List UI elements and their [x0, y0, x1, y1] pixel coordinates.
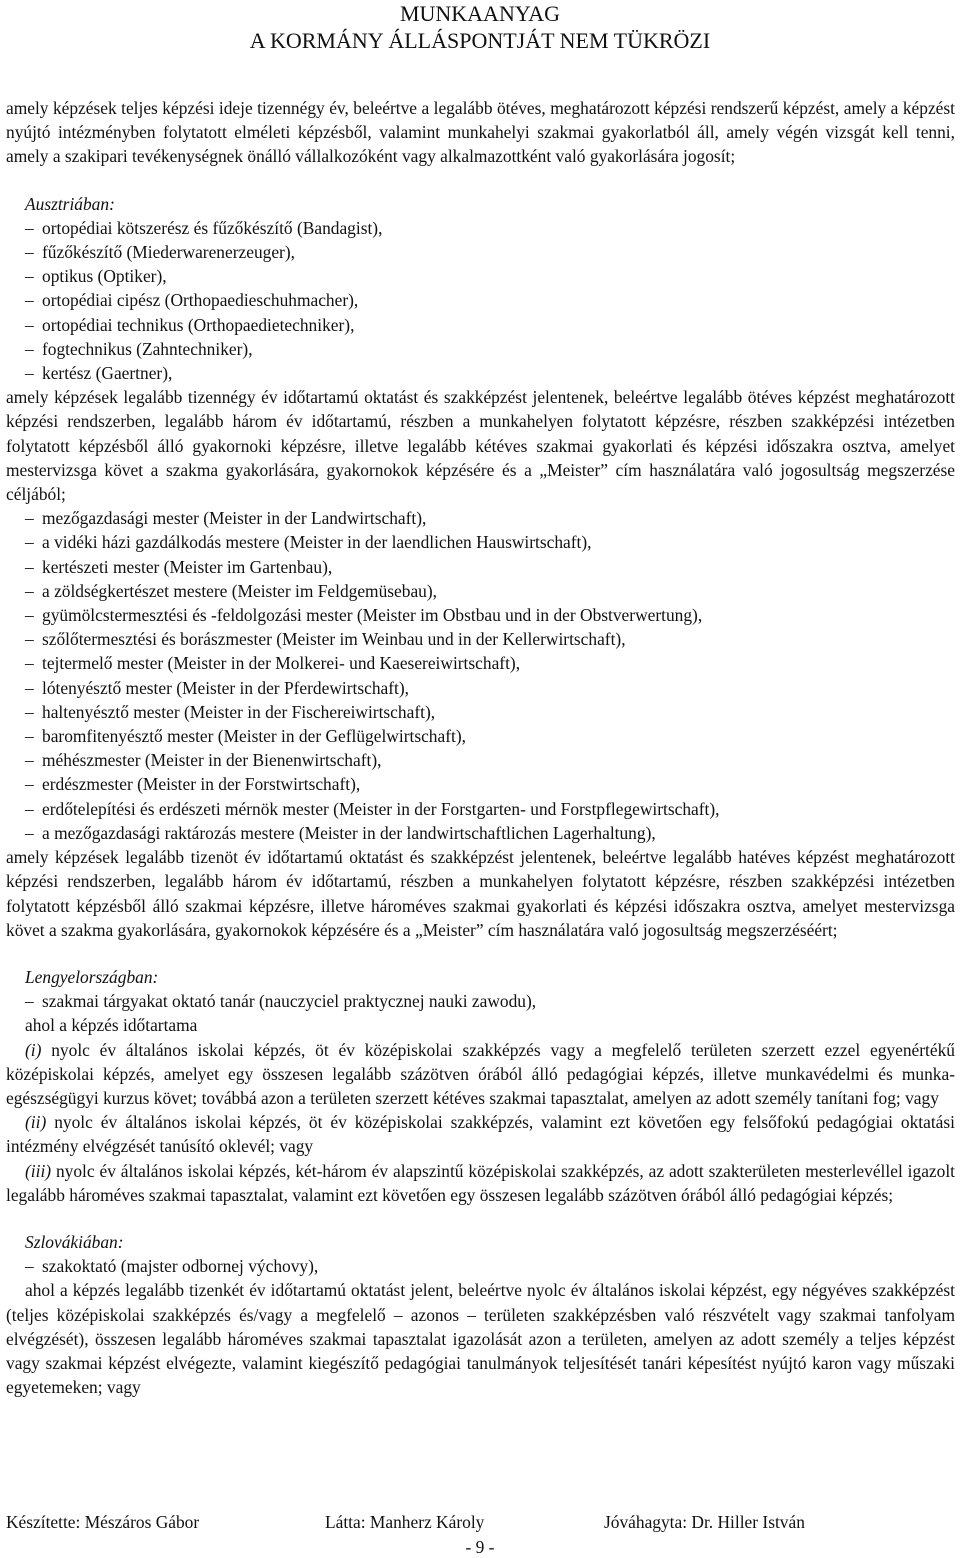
list-item-text: haltenyésztő mester (Meister in der Fischereiwirtschaft), — [42, 701, 436, 722]
list-item-text: fűzőkészítő (Miederwarenerzeuger), — [42, 242, 295, 263]
list-item: – erdőtelepítési és erdészeti mérnök mester (Meister in der Forstgarten- und Forstpflegewirtschaft), — [25, 798, 720, 819]
poland-item-mark: (ii) — [25, 1112, 47, 1133]
list-item: – erdészmester (Meister in der Forstwirtschaft), — [25, 774, 361, 795]
list-item-text: fogtechnikus (Zahntechniker), — [42, 338, 253, 359]
list-item-text: baromfitenyésztő mester (Meister in der Geflügelwirtschaft), — [42, 726, 466, 747]
list-item: – a vidéki házi gazdálkodás mestere (Meister in der laendlichen Hauswirtschaft), — [25, 532, 592, 553]
header-line-1: MUNKAANYAG — [399, 1, 561, 26]
austria-paragraph-2: amely képzések legalább tizenöt év időtartamú oktatást és szakképzést jelentenek, beleértve legalább hatéves képzést meghatározott képzési rendszerben, legalább három év időtartamú, részben a munkahelyen folytatott képzésre, részben szakképzési intézetben folytatott képzésből álló szakmai képzésre, illetve hároméves szakmai gyakorlati és képzési időszakra osztva, amelyet mestervizsga követ a szakma gyakorlására, gyakornokok képzésére és a „Meister” cím használatára való jogosultság megszerzéséért; — [6, 847, 955, 940]
poland-item-mark: (iii) — [25, 1160, 52, 1181]
list-item-text: ortopédiai kötszerész és fűzőkészítő (Bandagist), — [42, 217, 383, 238]
list-item-text: kertész (Gaertner), — [42, 363, 173, 384]
poland-heading: Lengyelországban: — [25, 966, 159, 987]
list-item-text: a vidéki házi gazdálkodás mestere (Meister in der laendlichen Hauswirtschaft), — [42, 532, 592, 553]
list-item: – méhészmester (Meister in der Bienenwirtschaft), — [25, 750, 382, 771]
header-line-2: A KORMÁNY ÁLLÁSPONTJÁT NEM TÜKRÖZI — [249, 28, 711, 53]
list-item: – haltenyésztő mester (Meister in der Fischereiwirtschaft), — [25, 701, 436, 722]
list-item: – szőlőtermesztési és borászmester (Meister im Weinbau und in der Kellerwirtschaft), — [25, 629, 626, 650]
list-item: – mezőgazdasági mester (Meister in der Landwirtschaft), — [25, 508, 427, 529]
list-item-text: gyümölcstermesztési és -feldolgozási mester (Meister im Obstbau und in der Obstverwertung), — [42, 605, 703, 626]
list-item: – ortopédiai cipész (Orthopaedieschuhmacher), — [25, 290, 359, 311]
list-item-text: a mezőgazdasági raktározás mestere (Meister in der landwirtschaftlichen Lagerhaltung), — [42, 822, 656, 843]
document-header — [0, 0, 960, 54]
list-item: – fűzőkészítő (Miederwarenerzeuger), — [25, 242, 295, 263]
document-body — [6, 96, 955, 1399]
austria-profession-list — [6, 216, 955, 385]
poland-item-mark: (i) — [25, 1039, 42, 1060]
list-item: – lótenyésztő mester (Meister in der Pferdewirtschaft), — [25, 677, 410, 698]
footer-seen-by: Látta: Manherz Károly — [325, 1512, 485, 1532]
footer-approved-by: Jóváhagyta: Dr. Hiller István — [604, 1512, 805, 1532]
list-item: – a zöldségkertészet mestere (Meister im Feldgemüsebau), — [25, 580, 438, 601]
list-item: – ortopédiai technikus (Orthopaedietechniker), — [25, 314, 355, 335]
austria-paragraph-1: amely képzések legalább tizennégy év időtartamú oktatást és szakképzést jelentenek, beleértve legalább ötéves képzést meghatározott képzési rendszerben, legalább három év időtartamú, részben a munkahelyen folytatott képzésre, részben szakképzési intézetben folytatott képzésből álló gyakornoki képzésre, illetve legalább kétéves szakmai gyakorlati és képzési időszakra osztva, amelyet mestervizsga követ a szakma gyakorlására, gyakornokok képzésére és a „Meister” cím használatára való jogosultság megszerzése céljából; — [6, 387, 955, 505]
poland-item-text: nyolc év általános iskolai képzés, öt év középiskolai szakképzés vagy a megfelelő területen szerzett ezzel egyenértékű középiskolai képzés, amelyet egy összesen legalább százötven órából álló pedagógiai képzés, illetve munkavédelmi és munka-egészségügyi kurzus követ; továbbá azon a területen szerzett kétéves szakmai tapasztalat, amelyen az adott személy tanítani fog; vagy — [6, 1039, 955, 1108]
list-item: – a mezőgazdasági raktározás mestere (Meister in der landwirtschaftlichen Lagerhaltung), — [25, 822, 656, 843]
list-item: – gyümölcstermesztési és -feldolgozási mester (Meister im Obstbau und in der Obstverwertung), — [25, 605, 703, 626]
list-item-text: ortopédiai technikus (Orthopaedietechniker), — [42, 314, 355, 335]
list-item: – fogtechnikus (Zahntechniker), — [25, 338, 253, 359]
austria-heading: Ausztriában: — [25, 193, 115, 214]
poland-item-text: nyolc év általános iskolai képzés, öt év középiskolai szakképzés, valamint ezt követően egy felsőfokú pedagógiai oktatási intézmény elvégzését tanúsító oklevél; vagy — [6, 1112, 955, 1157]
poland-item-list — [6, 1038, 955, 1207]
slovakia-bullet: – szakoktató (majster odbornej výchovy), — [25, 1256, 319, 1277]
list-item-text: optikus (Optiker), — [42, 266, 167, 287]
list-item: – optikus (Optiker), — [25, 266, 167, 287]
poland-item — [6, 1159, 955, 1207]
poland-item-text: nyolc év általános iskolai képzés, két-három év alapszintű középiskolai szakképzés, az adott szakterületen mesterlevéllel igazolt legalább hároméves szakmai tapasztalat, valamint ezt követően egy összesen legalább százötven órából álló pedagógiai képzés; — [6, 1160, 955, 1205]
poland-bullet-text: szakmai tárgyakat oktató tanár (nauczyciel praktycznej nauki zawodu), — [42, 991, 537, 1012]
list-item: – ortopédiai kötszerész és fűzőkészítő (Bandagist), — [25, 217, 383, 238]
list-item-text: kertészeti mester (Meister im Gartenbau), — [42, 556, 333, 577]
slovakia-paragraph: ahol a képzés legalább tizenkét év időtartamú oktatást jelent, beleértve nyolc év általános iskolai képzést, egy négyéves szakképzést (teljes középiskolai szakképzés és/vagy a megfelelő – azonos – területen szakképzésben való részvételt vagy szakmai tanfolyam elvégzését), összesen legalább hároméves szakmai tapasztalat igazolását azon a területen, amelyen az adott személy a teljes képzést vagy szakmai képzést elvégezte, valamint kiegészítő pedagógiai tanulmányok teljesítését tanári képesítést nyújtó karon vagy műszaki egyetemeken; vagy — [6, 1280, 955, 1398]
footer-made-by: Készítette: Mészáros Gábor — [6, 1512, 200, 1532]
list-item-text: a zöldségkertészet mestere (Meister im Feldgemüsebau), — [42, 580, 438, 601]
list-item: – kertészeti mester (Meister im Gartenbau), — [25, 556, 333, 577]
slovakia-heading: Szlovákiában: — [25, 1231, 124, 1252]
poland-bullet: – szakmai tárgyakat oktató tanár (nauczyciel praktycznej nauki zawodu), — [25, 991, 537, 1012]
slovakia-bullet-text: szakoktató (majster odbornej výchovy), — [42, 1256, 319, 1277]
list-item-text: mezőgazdasági mester (Meister in der Landwirtschaft), — [42, 508, 427, 529]
list-item: – kertész (Gaertner), — [25, 363, 173, 384]
document-footer — [6, 1512, 955, 1537]
poland-sub: ahol a képzés időtartama — [25, 1015, 198, 1036]
poland-item — [6, 1110, 955, 1158]
list-item: – baromfitenyésztő mester (Meister in der Geflügelwirtschaft), — [25, 726, 466, 747]
austria-master-list — [6, 506, 955, 845]
intro-paragraph: amely képzések teljes képzési ideje tizennégy év, beleértve a legalább ötéves, meghatározott képzési rendszerű képzést, amely a képzést nyújtó intézményben folytatott elméleti képzésből, valamint munkahelyi szakmai gyakorlatból áll, amely végén vizsgát kell tenni, amely a szakipari tevékenységnek önálló vállalkozóként vagy alkalmazottként való gyakorlására jogosít; — [6, 98, 955, 167]
list-item-text: szőlőtermesztési és borászmester (Meister im Weinbau und in der Kellerwirtschaft), — [42, 629, 626, 650]
poland-item — [6, 1038, 955, 1111]
list-item-text: erdőtelepítési és erdészeti mérnök mester (Meister in der Forstgarten- und Forstpflegewirtschaft), — [42, 798, 720, 819]
page-number: - 9 - — [465, 1537, 495, 1557]
list-item-text: ortopédiai cipész (Orthopaedieschuhmacher), — [42, 290, 359, 311]
list-item-text: lótenyésztő mester (Meister in der Pferdewirtschaft), — [42, 677, 410, 698]
list-item-text: tejtermelő mester (Meister in der Molkerei- und Kaesereiwirtschaft), — [42, 653, 521, 674]
list-item-text: méhészmester (Meister in der Bienenwirtschaft), — [42, 750, 382, 771]
list-item: – tejtermelő mester (Meister in der Molkerei- und Kaesereiwirtschaft), — [25, 653, 521, 674]
list-item-text: erdészmester (Meister in der Forstwirtschaft), — [42, 774, 361, 795]
